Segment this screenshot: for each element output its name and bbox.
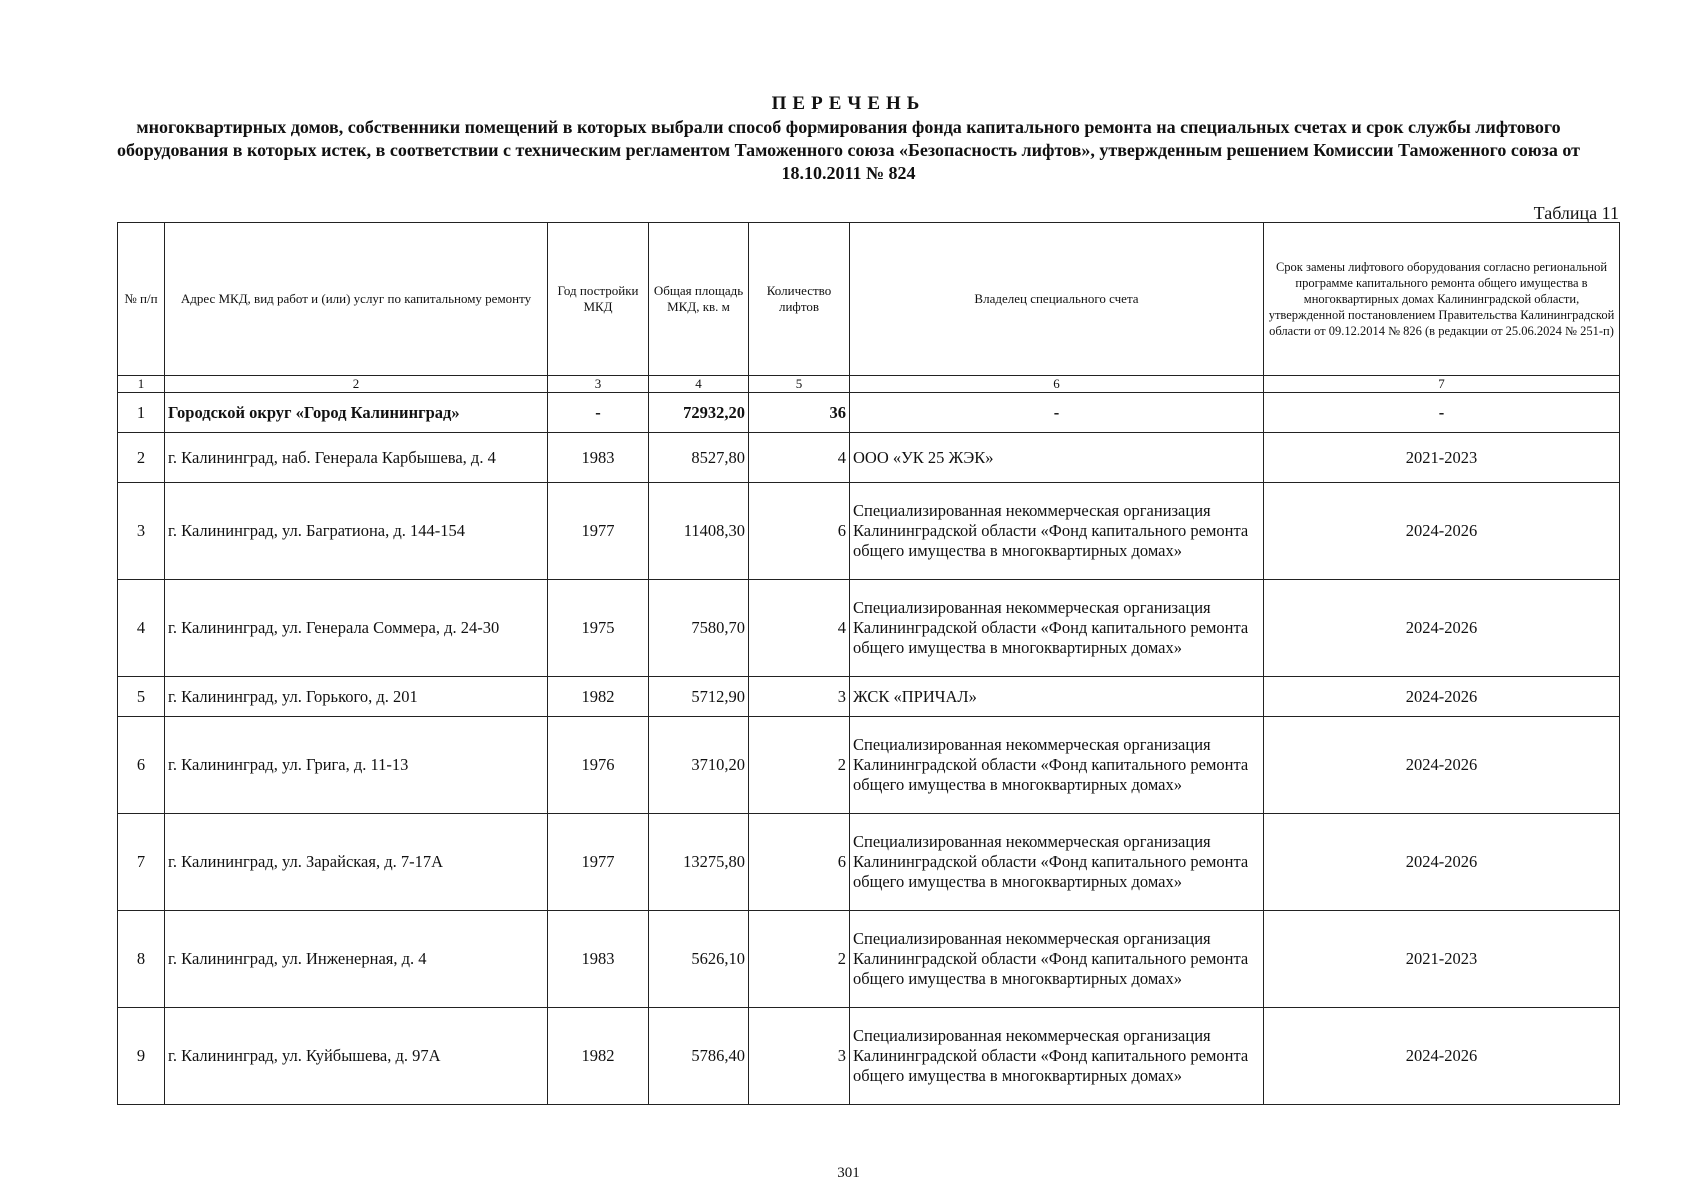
table-row xyxy=(118,911,1620,1008)
header-num: № п/п xyxy=(118,223,165,376)
cell-num: 1 xyxy=(118,393,165,433)
cell-address: г. Калининград, наб. Генерала Карбышева, д. 4 xyxy=(165,433,548,483)
cell-address: г. Калининград, ул. Багратиона, д. 144-154 xyxy=(165,483,548,580)
cell-year: 1983 xyxy=(548,911,649,1008)
cell-lifts: 6 xyxy=(749,483,850,580)
cell-num: 9 xyxy=(118,1008,165,1105)
cell-year: 1975 xyxy=(548,580,649,677)
cell-year: 1976 xyxy=(548,717,649,814)
header-lifts: Количество лифтов xyxy=(749,223,850,376)
cell-num: 4 xyxy=(118,580,165,677)
cell-address: г. Калининград, ул. Инженерная, д. 4 xyxy=(165,911,548,1008)
cell-num: 3 xyxy=(118,483,165,580)
cell-owner: Специализированная некоммерческая организация Калининградской области «Фонд капитального ремонта общего имущества в многоквартирных домах» xyxy=(850,580,1264,677)
cell-address: Городской округ «Город Калининград» xyxy=(165,393,548,433)
document-title: ПЕРЕЧЕНЬ xyxy=(771,93,926,114)
cell-period: 2024-2026 xyxy=(1264,1008,1620,1105)
cell-year: - xyxy=(548,393,649,433)
cell-owner: Специализированная некоммерческая организация Калининградской области «Фонд капитального ремонта общего имущества в многоквартирных домах» xyxy=(850,717,1264,814)
cell-owner: Специализированная некоммерческая организация Калининградской области «Фонд капитального ремонта общего имущества в многоквартирных домах» xyxy=(850,911,1264,1008)
cell-num: 2 xyxy=(118,433,165,483)
column-number: 6 xyxy=(850,376,1264,393)
cell-address: г. Калининград, ул. Куйбышева, д. 97А xyxy=(165,1008,548,1105)
cell-lifts: 3 xyxy=(749,1008,850,1105)
document-header xyxy=(0,92,1697,185)
cell-period: 2024-2026 xyxy=(1264,717,1620,814)
cell-address: г. Калининград, ул. Горького, д. 201 xyxy=(165,677,548,717)
column-number: 3 xyxy=(548,376,649,393)
table-row xyxy=(118,483,1620,580)
cell-lifts: 4 xyxy=(749,433,850,483)
cell-num: 5 xyxy=(118,677,165,717)
cell-period: - xyxy=(1264,393,1620,433)
cell-area: 5712,90 xyxy=(649,677,749,717)
table-row xyxy=(118,1008,1620,1105)
cell-area: 3710,20 xyxy=(649,717,749,814)
cell-period: 2021-2023 xyxy=(1264,911,1620,1008)
header-year: Год постройки МКД xyxy=(548,223,649,376)
cell-year: 1982 xyxy=(548,1008,649,1105)
table-row xyxy=(118,814,1620,911)
header-area: Общая площадь МКД, кв. м xyxy=(649,223,749,376)
cell-period: 2021-2023 xyxy=(1264,433,1620,483)
column-number: 7 xyxy=(1264,376,1620,393)
table-label: Таблица 11 xyxy=(1533,203,1619,223)
table-row xyxy=(118,677,1620,717)
cell-period: 2024-2026 xyxy=(1264,677,1620,717)
cell-num: 8 xyxy=(118,911,165,1008)
cell-year: 1982 xyxy=(548,677,649,717)
cell-num: 6 xyxy=(118,717,165,814)
column-number: 4 xyxy=(649,376,749,393)
cell-year: 1983 xyxy=(548,433,649,483)
cell-owner: Специализированная некоммерческая организация Калининградской области «Фонд капитального ремонта общего имущества в многоквартирных домах» xyxy=(850,814,1264,911)
cell-address: г. Калининград, ул. Зарайская, д. 7-17А xyxy=(165,814,548,911)
cell-owner: Специализированная некоммерческая организация Калининградской области «Фонд капитального ремонта общего имущества в многоквартирных домах» xyxy=(850,1008,1264,1105)
cell-owner: - xyxy=(850,393,1264,433)
cell-lifts: 6 xyxy=(749,814,850,911)
cell-area: 11408,30 xyxy=(649,483,749,580)
cell-address: г. Калининград, ул. Генерала Соммера, д. 24-30 xyxy=(165,580,548,677)
cell-address: г. Калининград, ул. Грига, д. 11-13 xyxy=(165,717,548,814)
cell-owner: ООО «УК 25 ЖЭК» xyxy=(850,433,1264,483)
document-subtitle: многоквартирных домов, собственники помещений в которых выбрали способ формирования фонда капитального ремонта на специальных счетах и срок службы лифтового оборудования в которых истек, в соответствии с техническим регламентом Таможенного союза «Безопасность лифтов», утвержденным решением Комиссии Таможенного союза от 18.10.2011 № 824 xyxy=(117,117,1580,183)
page-number: 301 xyxy=(837,1165,860,1181)
cell-period: 2024-2026 xyxy=(1264,814,1620,911)
cell-owner: Специализированная некоммерческая организация Калининградской области «Фонд капитального ремонта общего имущества в многоквартирных домах» xyxy=(850,483,1264,580)
cell-year: 1977 xyxy=(548,483,649,580)
cell-lifts: 2 xyxy=(749,717,850,814)
table-row xyxy=(118,580,1620,677)
cell-area: 13275,80 xyxy=(649,814,749,911)
header-period: Срок замены лифтового оборудования согласно региональной программе капитального ремонта общего имущества в многоквартирных домах Калининградской области, утвержденной постановлением Правительства Калининградской области от 09.12.2014 № 826 (в редакции от 25.06.2024 № 251-п) xyxy=(1264,223,1620,376)
cell-year: 1977 xyxy=(548,814,649,911)
column-number: 1 xyxy=(118,376,165,393)
cell-lifts: 2 xyxy=(749,911,850,1008)
cell-area: 5786,40 xyxy=(649,1008,749,1105)
header-address: Адрес МКД, вид работ и (или) услуг по капитальному ремонту xyxy=(165,223,548,376)
header-row xyxy=(118,223,1620,376)
table-row-total xyxy=(118,393,1620,433)
table-row xyxy=(118,433,1620,483)
cell-period: 2024-2026 xyxy=(1264,580,1620,677)
cell-area: 8527,80 xyxy=(649,433,749,483)
cell-area: 72932,20 xyxy=(649,393,749,433)
cell-num: 7 xyxy=(118,814,165,911)
cell-owner: ЖСК «ПРИЧАЛ» xyxy=(850,677,1264,717)
column-number: 5 xyxy=(749,376,850,393)
cell-area: 5626,10 xyxy=(649,911,749,1008)
cell-period: 2024-2026 xyxy=(1264,483,1620,580)
cell-area: 7580,70 xyxy=(649,580,749,677)
cell-lifts: 36 xyxy=(749,393,850,433)
table-row xyxy=(118,717,1620,814)
column-number: 2 xyxy=(165,376,548,393)
lifts-table xyxy=(117,222,1620,1105)
cell-lifts: 3 xyxy=(749,677,850,717)
column-numbers-row xyxy=(118,376,1620,393)
cell-lifts: 4 xyxy=(749,580,850,677)
header-owner: Владелец специального счета xyxy=(850,223,1264,376)
